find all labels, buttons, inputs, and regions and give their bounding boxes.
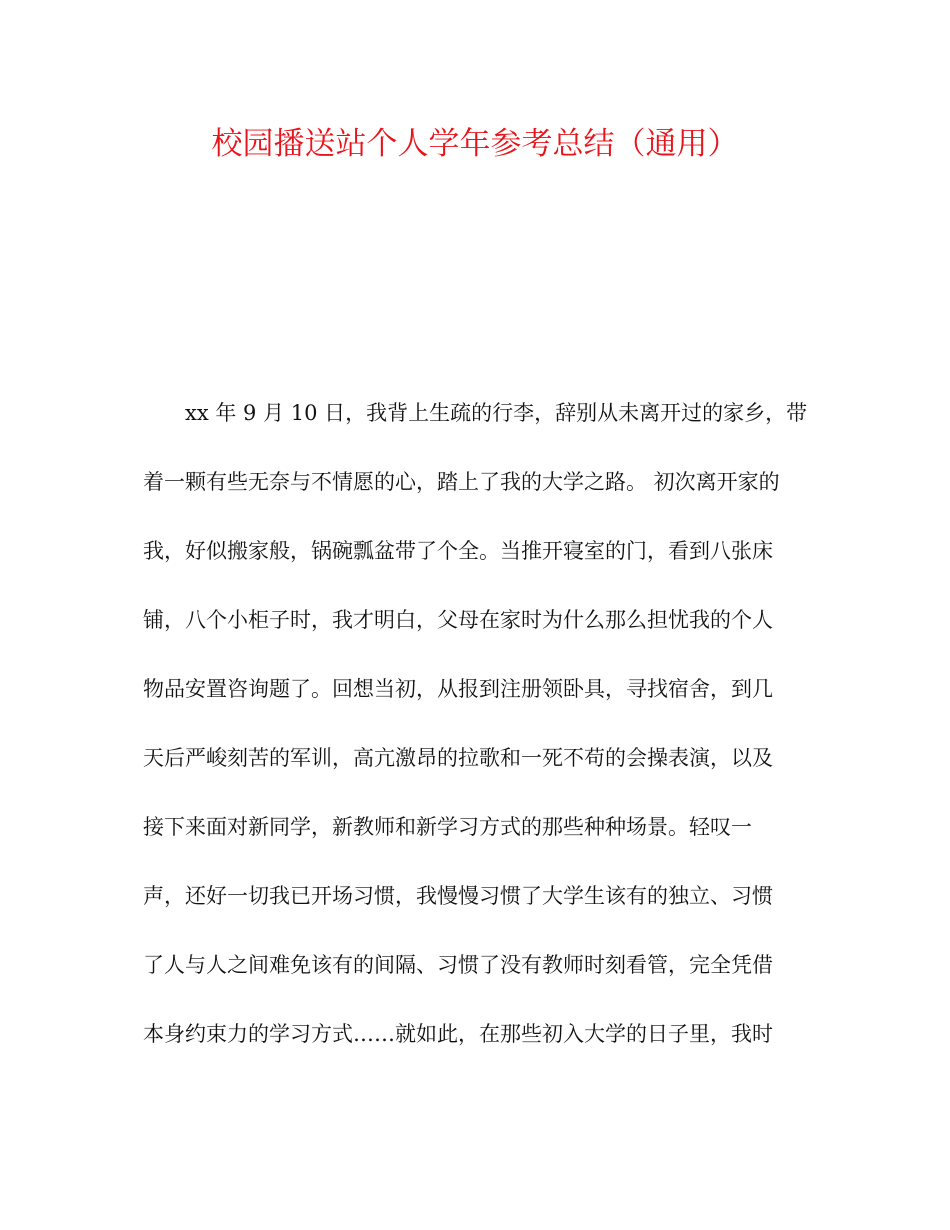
paragraph-line: 天后严峻刻苦的军训，高亢激昂的拉歌和一死不苟的会操表演，以及: [143, 746, 773, 770]
paragraph-line: 了人与人之间难免该有的间隔、习惯了没有教师时刻看管，完全凭借: [143, 953, 773, 977]
body-paragraph: [143, 390, 813, 1080]
paragraph-line: 本身约束力的学习方式……就如此，在那些初入大学的日子里，我时: [143, 1022, 773, 1046]
paragraph-line: xx 年 9 月 10 日，我背上生疏的行李，辞别从未离开过的家乡，带: [185, 401, 808, 425]
paragraph-line: 着一颗有些无奈与不情愿的心，踏上了我的大学之路。 初次离开家的: [143, 470, 780, 494]
paragraph-line: 铺，八个小柜子时，我才明白，父母在家时为什么那么担忧我的个人: [143, 608, 773, 632]
paragraph-line: 声，还好一切我已开场习惯，我慢慢习惯了大学生该有的独立、习惯: [143, 884, 773, 908]
paragraph-line: 接下来面对新同学，新教师和新学习方式的那些种种场景。轻叹一: [143, 815, 752, 839]
document-title: 校园播送站个人学年参考总结（通用）: [211, 126, 739, 162]
paragraph-line: 物品安置咨询题了。回想当初，从报到注册领卧具，寻找宿舍，到几: [143, 677, 773, 701]
paragraph-line: 我，好似搬家般，锅碗瓢盆带了个全。当推开寝室的门，看到八张床: [143, 539, 773, 563]
